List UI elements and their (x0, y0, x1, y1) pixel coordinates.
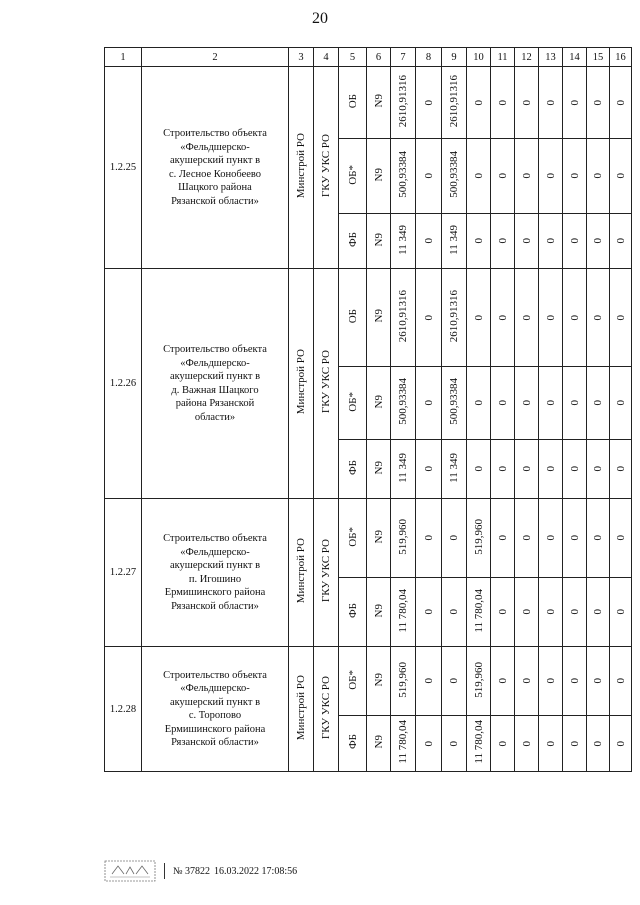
value-cell: 0 (587, 269, 610, 367)
value-cell: 0 (467, 214, 491, 269)
header-cell: 1 (105, 48, 142, 67)
value-cell: 0 (610, 367, 632, 440)
value-cell: 0 (563, 214, 587, 269)
header-cell: 14 (563, 48, 587, 67)
value-cell: 0 (610, 440, 632, 499)
code-cell: N9 (367, 269, 391, 367)
value-cell: 0 (442, 578, 467, 647)
value-cell: 0 (587, 139, 610, 214)
header-cell: 5 (339, 48, 367, 67)
document-footer (104, 860, 297, 882)
value-cell: 0 (610, 214, 632, 269)
fund-cell: ОБ (339, 269, 367, 367)
value-cell: 0 (467, 440, 491, 499)
value-cell: 0 (467, 67, 491, 139)
value-cell: 0 (491, 578, 515, 647)
value-cell: 0 (416, 499, 442, 578)
value-cell: 0 (515, 647, 539, 716)
entry-organization: ГКУ УКС РО (314, 269, 339, 499)
value-cell: 0 (587, 214, 610, 269)
value-cell: 0 (563, 269, 587, 367)
value-cell: 2610,91316 (391, 67, 416, 139)
value-cell: 0 (587, 647, 610, 716)
entry-ministry: Минстрой РО (289, 269, 314, 499)
value-cell: 0 (467, 269, 491, 367)
value-cell: 0 (442, 499, 467, 578)
value-cell: 0 (563, 499, 587, 578)
value-cell: 0 (416, 367, 442, 440)
value-cell: 519,960 (391, 647, 416, 716)
value-cell: 0 (416, 139, 442, 214)
value-cell: 0 (539, 499, 563, 578)
value-cell: 0 (515, 269, 539, 367)
value-cell: 0 (416, 716, 442, 772)
fund-cell: ФБ (339, 716, 367, 772)
value-cell: 0 (491, 367, 515, 440)
registration-timestamp: 16.03.2022 17:08:56 (214, 865, 298, 877)
value-cell: 0 (515, 367, 539, 440)
code-cell: N9 (367, 499, 391, 578)
table-row (105, 67, 632, 139)
code-cell: N9 (367, 716, 391, 772)
header-cell: 13 (539, 48, 563, 67)
value-cell: 0 (515, 499, 539, 578)
value-cell: 0 (515, 578, 539, 647)
entry-ministry: Минстрой РО (289, 499, 314, 647)
value-cell: 0 (539, 716, 563, 772)
entry-name: Строительство объекта «Фельдшерско- акушерский пункт в п. Игошино Ермишинского района Рязанской области» (142, 499, 289, 647)
value-cell: 0 (587, 499, 610, 578)
value-cell: 0 (587, 716, 610, 772)
entry-organization: ГКУ УКС РО (314, 67, 339, 269)
fund-cell: ОБ (339, 67, 367, 139)
fund-cell: ФБ (339, 214, 367, 269)
value-cell: 0 (416, 440, 442, 499)
value-cell: 11 780,04 (467, 716, 491, 772)
fund-cell: ОБ* (339, 367, 367, 440)
value-cell: 2610,91316 (442, 67, 467, 139)
fund-cell: ОБ* (339, 139, 367, 214)
value-cell: 0 (515, 716, 539, 772)
entry-organization: ГКУ УКС РО (314, 499, 339, 647)
value-cell: 0 (587, 67, 610, 139)
value-cell: 0 (416, 269, 442, 367)
value-cell: 0 (416, 214, 442, 269)
header-cell: 8 (416, 48, 442, 67)
code-cell: N9 (367, 139, 391, 214)
value-cell: 0 (587, 440, 610, 499)
value-cell: 500,93384 (391, 139, 416, 214)
value-cell: 0 (467, 367, 491, 440)
code-cell: N9 (367, 647, 391, 716)
value-cell: 0 (610, 647, 632, 716)
entry-number: 1.2.28 (105, 647, 142, 772)
entry-name: Строительство объекта «Фельдшерско- акушерский пункт в д. Важная Шацкого района Рязанской области» (142, 269, 289, 499)
value-cell: 0 (587, 578, 610, 647)
table-row (105, 647, 632, 716)
value-cell: 519,960 (467, 647, 491, 716)
footer-separator (164, 863, 165, 879)
value-cell: 0 (515, 440, 539, 499)
value-cell: 0 (610, 716, 632, 772)
value-cell: 0 (491, 647, 515, 716)
value-cell: 0 (467, 139, 491, 214)
fund-cell: ФБ (339, 440, 367, 499)
value-cell: 0 (587, 367, 610, 440)
code-cell: N9 (367, 67, 391, 139)
fund-cell: ФБ (339, 578, 367, 647)
value-cell: 0 (539, 214, 563, 269)
value-cell: 11 349 (391, 214, 416, 269)
value-cell: 0 (515, 67, 539, 139)
value-cell: 500,93384 (391, 367, 416, 440)
value-cell: 0 (491, 269, 515, 367)
value-cell: 500,93384 (442, 139, 467, 214)
value-cell: 0 (610, 578, 632, 647)
header-cell: 15 (587, 48, 610, 67)
value-cell: 0 (491, 440, 515, 499)
value-cell: 519,960 (467, 499, 491, 578)
value-cell: 0 (539, 647, 563, 716)
value-cell: 0 (539, 67, 563, 139)
value-cell: 0 (563, 139, 587, 214)
value-cell: 0 (539, 440, 563, 499)
value-cell: 519,960 (391, 499, 416, 578)
entry-number: 1.2.26 (105, 269, 142, 499)
value-cell: 0 (515, 214, 539, 269)
entry-ministry: Минстрой РО (289, 67, 314, 269)
page-number: 20 (312, 10, 328, 27)
entry-name: Строительство объекта «Фельдшерско- акушерский пункт в с. Лесное Конобеево Шацкого района Рязанской области» (142, 67, 289, 269)
value-cell: 0 (491, 499, 515, 578)
value-cell: 0 (416, 647, 442, 716)
value-cell: 11 349 (442, 440, 467, 499)
value-cell: 0 (539, 269, 563, 367)
entry-number: 1.2.27 (105, 499, 142, 647)
header-cell: 16 (610, 48, 632, 67)
entry-name: Строительство объекта «Фельдшерско- акушерский пункт в с. Торопово Ермишинского района Рязанской области» (142, 647, 289, 772)
value-cell: 0 (442, 647, 467, 716)
entry-organization: ГКУ УКС РО (314, 647, 339, 772)
header-cell: 6 (367, 48, 391, 67)
table-row (105, 269, 632, 367)
entry-number: 1.2.25 (105, 67, 142, 269)
value-cell: 0 (539, 139, 563, 214)
value-cell: 0 (563, 578, 587, 647)
value-cell: 11 780,04 (391, 716, 416, 772)
value-cell: 0 (563, 647, 587, 716)
value-cell: 0 (491, 214, 515, 269)
value-cell: 11 349 (391, 440, 416, 499)
value-cell: 0 (563, 67, 587, 139)
fund-cell: ОБ* (339, 499, 367, 578)
budget-table (104, 47, 632, 772)
table-row (105, 499, 632, 578)
header-row (105, 48, 632, 67)
header-cell: 10 (467, 48, 491, 67)
value-cell: 500,93384 (442, 367, 467, 440)
value-cell: 0 (610, 499, 632, 578)
value-cell: 0 (491, 67, 515, 139)
header-cell: 7 (391, 48, 416, 67)
fund-cell: ОБ* (339, 647, 367, 716)
code-cell: N9 (367, 214, 391, 269)
value-cell: 0 (539, 367, 563, 440)
value-cell: 0 (416, 578, 442, 647)
header-cell: 11 (491, 48, 515, 67)
value-cell: 0 (442, 716, 467, 772)
value-cell: 0 (416, 67, 442, 139)
value-cell: 11 780,04 (467, 578, 491, 647)
value-cell: 0 (563, 440, 587, 499)
value-cell: 0 (610, 67, 632, 139)
header-cell: 4 (314, 48, 339, 67)
code-cell: N9 (367, 440, 391, 499)
stamp-logo-icon (104, 860, 156, 882)
value-cell: 0 (563, 367, 587, 440)
value-cell: 0 (515, 139, 539, 214)
code-cell: N9 (367, 367, 391, 440)
value-cell: 11 780,04 (391, 578, 416, 647)
value-cell: 11 349 (442, 214, 467, 269)
value-cell: 2610,91316 (442, 269, 467, 367)
value-cell: 0 (563, 716, 587, 772)
document-number: № 37822 (173, 865, 211, 877)
value-cell: 0 (610, 269, 632, 367)
value-cell: 0 (539, 578, 563, 647)
value-cell: 2610,91316 (391, 269, 416, 367)
header-cell: 2 (142, 48, 289, 67)
code-cell: N9 (367, 578, 391, 647)
header-cell: 3 (289, 48, 314, 67)
header-cell: 12 (515, 48, 539, 67)
header-cell: 9 (442, 48, 467, 67)
value-cell: 0 (610, 139, 632, 214)
value-cell: 0 (491, 139, 515, 214)
value-cell: 0 (491, 716, 515, 772)
entry-ministry: Минстрой РО (289, 647, 314, 772)
